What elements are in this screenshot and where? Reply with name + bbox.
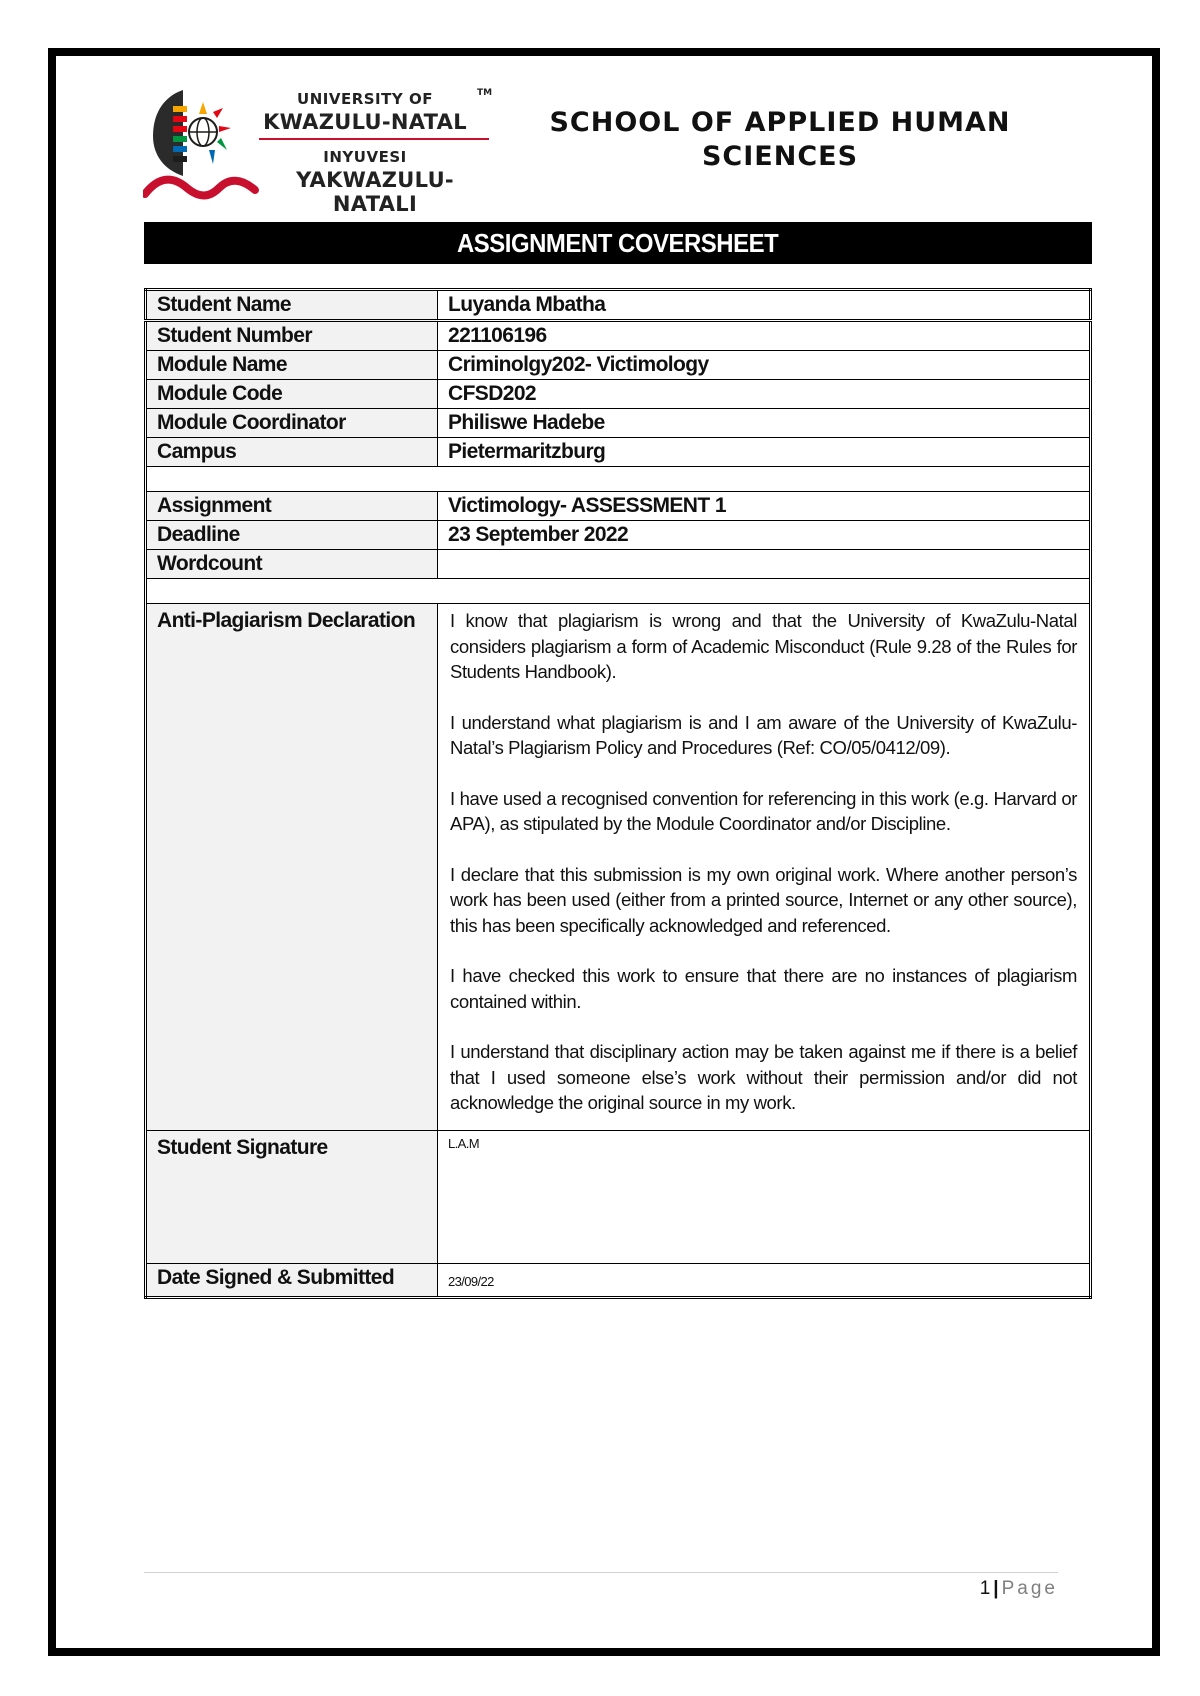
school-title: SCHOOL OF APPLIED HUMAN SCIENCES — [549, 107, 1011, 172]
declaration-label: Anti-Plagiarism Declaration — [146, 604, 438, 1131]
spacer-row — [146, 579, 1091, 604]
logo-line-yakwazulu-natali: YAKWAZULU-NATALI — [296, 168, 454, 216]
logo-line-kwazulu-natal: KWAZULU-NATAL — [263, 110, 467, 134]
footer-separator: | — [993, 1578, 999, 1599]
coversheet-banner — [144, 222, 1092, 264]
signature-label: Student Signature — [146, 1130, 438, 1263]
page-word: Page — [1001, 1578, 1058, 1599]
logo-line-inyuvesi: INYUVESI — [323, 148, 407, 166]
deadline-label: Deadline — [146, 521, 438, 550]
table-row — [146, 290, 1091, 321]
declaration-paragraph: I have used a recognised convention for referencing in this work (e.g. Harvard or APA), as stipulated by the Module Coordinator and/or Discipline. — [450, 787, 1077, 834]
module-name-label: Module Name — [146, 351, 438, 380]
date-signed-label: Date Signed & Submitted — [146, 1263, 438, 1297]
declaration-paragraph: I understand that disciplinary action may be taken against me if there is a belief that I used someone else’s work without their permission and/or did not acknowledge the original source in my work. — [450, 1041, 1077, 1113]
signature-value: L.A.M — [438, 1130, 1091, 1263]
table-row — [146, 321, 1091, 351]
table-row — [146, 409, 1091, 438]
assignment-label: Assignment — [146, 492, 438, 521]
student-name-label: Student Name — [146, 290, 438, 321]
campus-label: Campus — [146, 438, 438, 467]
student-number-label: Student Number — [146, 321, 438, 351]
logo-trademark: TM — [477, 88, 493, 98]
signature-row — [146, 1130, 1091, 1263]
declaration-row — [146, 604, 1091, 1131]
module-coordinator-value: Philiswe Hadebe — [438, 409, 1091, 438]
module-code-value: CFSD202 — [438, 380, 1091, 409]
campus-value: Pietermaritzburg — [438, 438, 1091, 467]
assignment-value: Victimology- ASSESSMENT 1 — [438, 492, 1091, 521]
module-name-value: Criminolgy202- Victimology — [438, 351, 1091, 380]
table-row — [146, 351, 1091, 380]
logo-divider — [259, 138, 489, 140]
page-footer — [858, 1578, 1058, 1600]
spacer-cell — [146, 467, 1091, 492]
module-coordinator-label: Module Coordinator — [146, 409, 438, 438]
wordcount-value — [438, 550, 1091, 579]
declaration-paragraph: I have checked this work to ensure that there are no instances of plagiarism contained within. — [450, 965, 1077, 1012]
table-row — [146, 492, 1091, 521]
wordcount-label: Wordcount — [146, 550, 438, 579]
coversheet-banner-text: ASSIGNMENT COVERSHEET — [457, 228, 779, 258]
date-signed-value: 23/09/22 — [438, 1263, 1091, 1297]
student-name-value: Luyanda Mbatha — [438, 290, 1091, 321]
spacer-row — [146, 467, 1091, 492]
table-row — [146, 438, 1091, 467]
logo-line-university-of: UNIVERSITY OF — [297, 90, 433, 108]
declaration-text — [438, 604, 1091, 1131]
footer-divider — [144, 1572, 1058, 1573]
table-row — [146, 521, 1091, 550]
declaration-paragraph: I understand what plagiarism is and I am aware of the University of KwaZulu-Natal’s Plagiarism Policy and Procedures (Ref: CO/05/0412/09). — [450, 711, 1077, 758]
declaration-paragraph: I declare that this submission is my own original work. Where another person’s work has been used (either from a printed source, Internet or any other source), this has been specifically acknowledged and referenced. — [450, 863, 1077, 936]
table-row — [146, 550, 1091, 579]
coversheet-table — [144, 288, 1092, 1299]
date-row — [146, 1263, 1091, 1297]
spacer-cell — [146, 579, 1091, 604]
deadline-value: 23 September 2022 — [438, 521, 1091, 550]
university-emblem-icon — [143, 84, 263, 202]
module-code-label: Module Code — [146, 380, 438, 409]
page-number: 1 — [979, 1578, 991, 1599]
table-row — [146, 380, 1091, 409]
university-logo — [143, 84, 495, 216]
declaration-paragraph: I know that plagiarism is wrong and that the University of KwaZulu-Natal considers plagiarism a form of Academic Misconduct (Rule 9.28 of the Rules for Students Handbook). — [450, 610, 1077, 682]
student-number-value: 221106196 — [438, 321, 1091, 351]
